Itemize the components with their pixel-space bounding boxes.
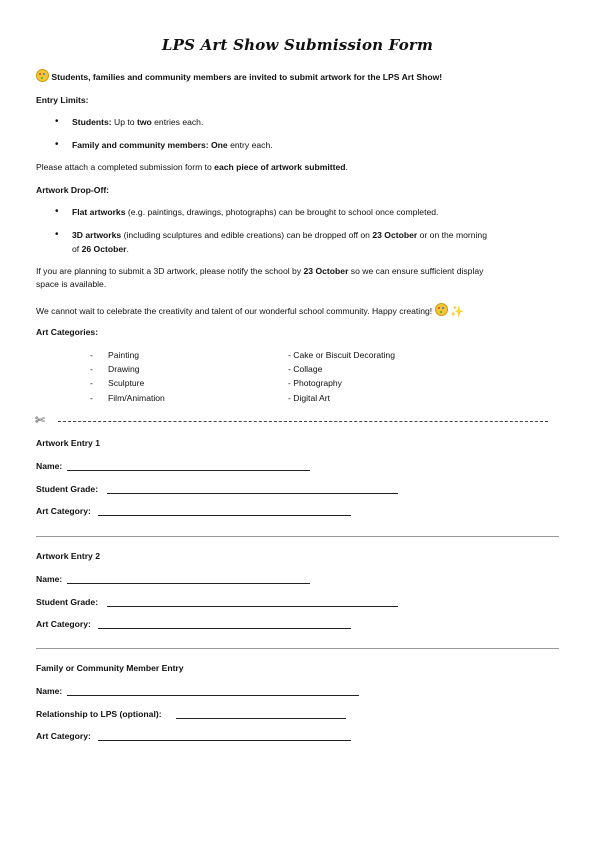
- entry3-relationship-field[interactable]: [176, 718, 346, 719]
- flat-artworks: Flat artworks (e.g. paintings, drawings, photographs) can be brought to school once completed.: [72, 207, 439, 217]
- scissors-icon: ✄: [35, 413, 46, 427]
- category-item: Drawing: [108, 364, 140, 374]
- entry1-heading: Artwork Entry 1: [36, 438, 100, 448]
- entry2-heading: Artwork Entry 2: [36, 551, 100, 561]
- category-item: - Collage: [288, 364, 323, 374]
- bullet-icon: •: [55, 229, 59, 240]
- entry2-category-label: Art Category:: [36, 619, 91, 629]
- entry3-category-field[interactable]: [98, 740, 351, 741]
- cut-line: [58, 421, 548, 422]
- bullet-icon: •: [55, 116, 59, 127]
- entry1-name-label: Name:: [36, 461, 63, 471]
- bullet-icon: •: [55, 139, 59, 150]
- palette-icon: [435, 303, 448, 316]
- submission-form-page: LPS Art Show Submission Form Students, families and community members are invited to submit artwork for the LPS Art Show! Entry Limits: • Students: Up to two entries each. • Family and community members: One entry each. Please attach a completed submission form to each piece of artwork submitted. Artwork Drop-Off: • Flat artworks (e.g. paintings, drawings, photographs) can be brought to school once completed. • 3D artworks (including sculptures and edible creations) can be dropped off on 23 October or on the morning of 26 October. If you are planning to submit a 3D artwork, please notify the school by 23 October so we can ensure sufficient display space is available. We cannot wait to celebrate the creativity and talent of our wonderful school community. Happy creating! ✨ Art Categories: - Painting - Drawing - Sculpture - Film/Animation - Cake or Biscuit Decorating - Collage - Photography - Digital Art ✄ Artwork Entry 1 Name: Student Grade: Art Category: Artwork Entry 2 Name: Student Grade: Art Category: Family or Community Member Entry Name: Relationship to LPS (optional): Art Category:: [0, 0, 595, 842]
- entry2-name-label: Name:: [36, 574, 63, 584]
- dropoff-heading: Artwork Drop-Off:: [36, 185, 110, 195]
- page-title: LPS Art Show Submission Form: [161, 36, 434, 54]
- entry1-grade-label: Student Grade:: [36, 484, 99, 494]
- notify-text: If you are planning to submit a 3D artwork, please notify the school by 23 October so we can ensure sufficient display: [36, 266, 484, 276]
- palette-icon: [36, 69, 49, 82]
- category-item: - Cake or Biscuit Decorating: [288, 350, 395, 360]
- students-limit: Students: Up to two entries each.: [72, 117, 204, 127]
- entry3-name-label: Name:: [36, 686, 63, 696]
- entry3-heading: Family or Community Member Entry: [36, 663, 184, 673]
- category-item: Painting: [108, 350, 140, 360]
- family-limit: Family and community members: One entry each.: [72, 140, 273, 150]
- category-item: Sculpture: [108, 378, 145, 388]
- intro-text: Students, families and community members are invited to submit artwork for the LPS Art Show!: [51, 72, 443, 82]
- 3d-artworks: 3D artworks (including sculptures and edible creations) can be dropped off on 23 October or on the morning: [72, 230, 487, 240]
- entry2-grade-field[interactable]: [107, 606, 398, 607]
- categories-heading: Art Categories:: [36, 327, 99, 337]
- celebrate-line: [36, 303, 464, 318]
- entry-limits-heading: Entry Limits:: [36, 95, 89, 105]
- entry1-category-label: Art Category:: [36, 506, 91, 516]
- sparkles-icon: ✨: [449, 306, 464, 318]
- entry1-name-field[interactable]: [67, 470, 310, 471]
- intro-line: [36, 69, 442, 83]
- entry2-grade-label: Student Grade:: [36, 597, 99, 607]
- attach-instruction: Please attach a completed submission form to each piece of artwork submitted.: [36, 162, 348, 172]
- entry3-name-field[interactable]: [67, 695, 359, 696]
- entry3-category-label: Art Category:: [36, 731, 91, 741]
- celebrate-text: We cannot wait to celebrate the creativity and talent of our wonderful school community. Happy creating!: [36, 306, 433, 316]
- entry1-grade-field[interactable]: [107, 493, 398, 494]
- 3d-artworks-cont: of 26 October.: [72, 244, 129, 254]
- entry3-relationship-label: Relationship to LPS (optional):: [36, 709, 162, 719]
- notify-text-cont: space is available.: [36, 279, 107, 289]
- entry2-category-field[interactable]: [98, 628, 351, 629]
- entry1-category-field[interactable]: [98, 515, 351, 516]
- bullet-icon: •: [55, 206, 59, 217]
- section-divider: [36, 536, 559, 537]
- entry2-name-field[interactable]: [67, 583, 310, 584]
- section-divider: [36, 648, 559, 649]
- category-item: - Digital Art: [288, 393, 331, 403]
- category-item: - Photography: [288, 378, 342, 388]
- category-item: Film/Animation: [108, 393, 165, 403]
